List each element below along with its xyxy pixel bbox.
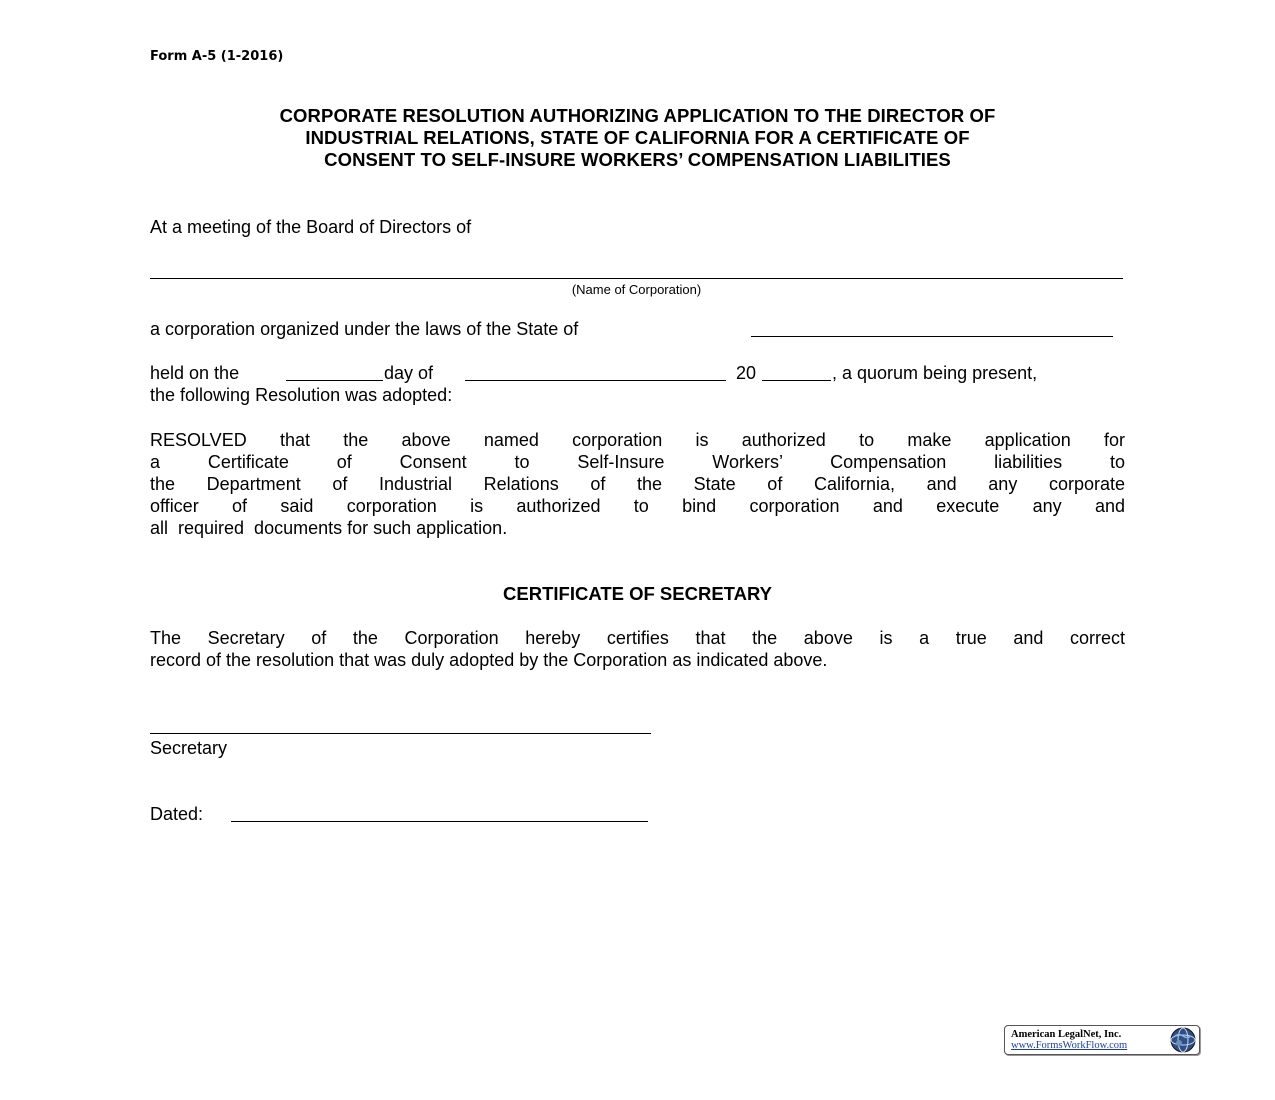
day-of-text: day of bbox=[384, 363, 434, 383]
secretary-signature-field[interactable] bbox=[150, 733, 651, 734]
dated-label: Dated: bbox=[150, 804, 204, 824]
month-field[interactable] bbox=[465, 380, 726, 381]
meeting-intro: At a meeting of the Board of Directors of bbox=[150, 217, 472, 237]
resolution-adopted-text: the following Resolution was adopted: bbox=[150, 385, 453, 405]
resolved-paragraph bbox=[150, 429, 1125, 539]
dated-field[interactable] bbox=[231, 821, 648, 822]
legalnet-badge[interactable] bbox=[1004, 1025, 1200, 1055]
title-line-3: CONSENT TO SELF-INSURE WORKERS’ COMPENSATION LIABILITIES bbox=[324, 149, 951, 170]
resolved-line-2: a Certificate of Consent to Self-Insure Workers’ Compensation liabilities to bbox=[150, 452, 1125, 472]
certificate-line-1: The Secretary of the Corporation hereby certifies that the above is a true and correct bbox=[150, 628, 1125, 648]
year-field[interactable] bbox=[762, 380, 831, 381]
globe-logo-icon bbox=[1170, 1027, 1196, 1053]
held-on-text: held on the bbox=[150, 363, 240, 383]
certificate-heading: CERTIFICATE OF SECRETARY bbox=[503, 583, 772, 604]
certificate-line-2: record of the resolution that was duly adopted by the Corporation as indicated above. bbox=[150, 650, 828, 670]
corporation-name-caption: (Name of Corporation) bbox=[571, 282, 702, 297]
form-id: Form A-5 (1-2016) bbox=[150, 49, 284, 64]
resolved-line-5: all required documents for such application. bbox=[150, 518, 508, 538]
corporation-name-field[interactable] bbox=[150, 278, 1123, 279]
state-field[interactable] bbox=[751, 336, 1113, 337]
quorum-text: , a quorum being present, bbox=[832, 363, 1038, 383]
badge-company: American LegalNet, Inc. bbox=[1011, 1029, 1122, 1040]
resolved-line-1: RESOLVED that the above named corporation is authorized to make application for bbox=[150, 430, 1125, 450]
title-line-2: INDUSTRIAL RELATIONS, STATE OF CALIFORNIA FOR A CERTIFICATE OF bbox=[305, 127, 970, 148]
title-line-1: CORPORATE RESOLUTION AUTHORIZING APPLICATION TO THE DIRECTOR OF bbox=[279, 105, 996, 126]
resolved-line-3: the Department of Industrial Relations of the State of California, and any corporate bbox=[150, 474, 1125, 494]
document-title bbox=[140, 105, 1135, 171]
secretary-label: Secretary bbox=[150, 738, 228, 758]
year-prefix-text: 20 bbox=[736, 363, 757, 383]
state-line-text: a corporation organized under the laws of the State of bbox=[150, 319, 579, 339]
certificate-paragraph bbox=[150, 627, 1125, 671]
badge-url-link[interactable]: www.FormsWorkFlow.com bbox=[1011, 1040, 1128, 1051]
day-field[interactable] bbox=[286, 380, 383, 381]
resolved-line-4: officer of said corporation is authorized to bind corporation and execute any and bbox=[150, 496, 1125, 516]
